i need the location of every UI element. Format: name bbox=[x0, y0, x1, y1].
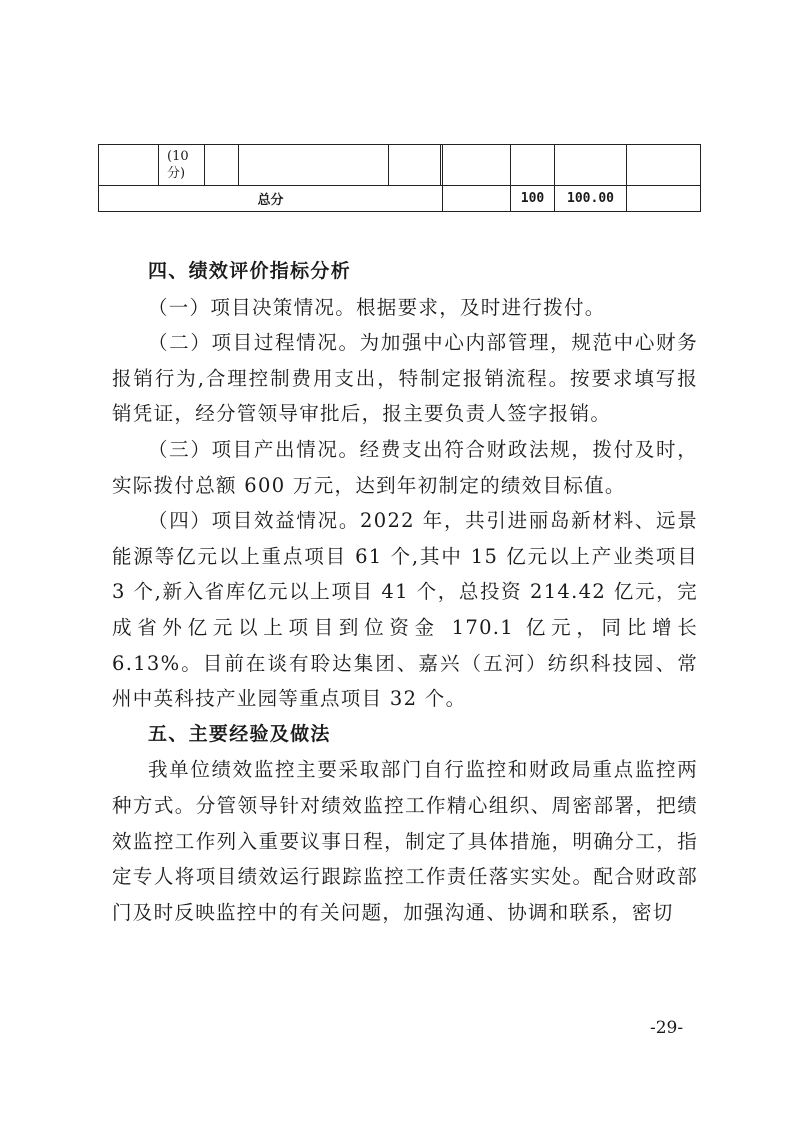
score-table bbox=[98, 144, 701, 212]
total-label: 总分 bbox=[99, 186, 443, 212]
section-heading: 五、主要经验及做法 bbox=[148, 722, 331, 745]
table-cell bbox=[205, 145, 239, 186]
table-row bbox=[99, 145, 701, 186]
paragraph: （二）项目过程情况。为加强中心内部管理，规范中心财务报销行为,合理控制费用支出，特制定报销流程。按要求填写报销凭证，经分管领导审批后，报主要负责人签字报销。 bbox=[112, 331, 698, 426]
table-cell-score-weight bbox=[159, 145, 205, 186]
table-cell bbox=[239, 145, 389, 186]
table-cell bbox=[389, 145, 441, 186]
table-cell bbox=[555, 145, 627, 186]
table-cell bbox=[99, 145, 159, 186]
paragraph: （一）项目决策情况。根据要求，及时进行拨付。 bbox=[148, 295, 606, 319]
table-row-total bbox=[99, 186, 701, 212]
table-cell bbox=[443, 145, 511, 186]
paragraph: 我单位绩效监控主要采取部门自行监控和财政局重点监控两种方式。分管领导针对绩效监控工作精心组织、周密部署，把绩效监控工作列入重要议事日程，制定了具体措施，明确分工，指定专人将项目绩效运行跟踪监控工作责任落实实处。配合财政部门及时反映监控中的有关问题，加强沟通、协调和联系，密切 bbox=[112, 758, 698, 924]
score-weight-text: (10 分) bbox=[167, 149, 189, 181]
table-cell bbox=[443, 186, 511, 212]
section-heading: 四、绩效评价指标分析 bbox=[148, 260, 352, 282]
table-cell bbox=[627, 145, 701, 186]
paragraph: （四）项目效益情况。2022 年，共引进丽岛新材料、远景能源等亿元以上重点项目 61 个,其中 15 亿元以上产业类项目 3 个,新入省库亿元以上项目 41 个，总投资 214.42 亿元，完成省外亿元以上项目到位资金 170.1 亿元，同比增长 6.13%。目前在谈有聆达集团、嘉兴（五河）纺织科技园、常州中英科技产业园等重点项目 32 个。 bbox=[112, 509, 698, 711]
table-cell bbox=[511, 145, 555, 186]
document-body bbox=[112, 254, 698, 930]
table-cell bbox=[627, 186, 701, 212]
page-number: -29- bbox=[650, 1018, 684, 1038]
total-actual-score: 100.00 bbox=[555, 186, 627, 212]
paragraph: （三）项目产出情况。经费支出符合财政法规，拨付及时，实际拨付总额 600 万元，达到年初制定的绩效目标值。 bbox=[112, 437, 698, 497]
total-max-score: 100 bbox=[511, 186, 555, 212]
